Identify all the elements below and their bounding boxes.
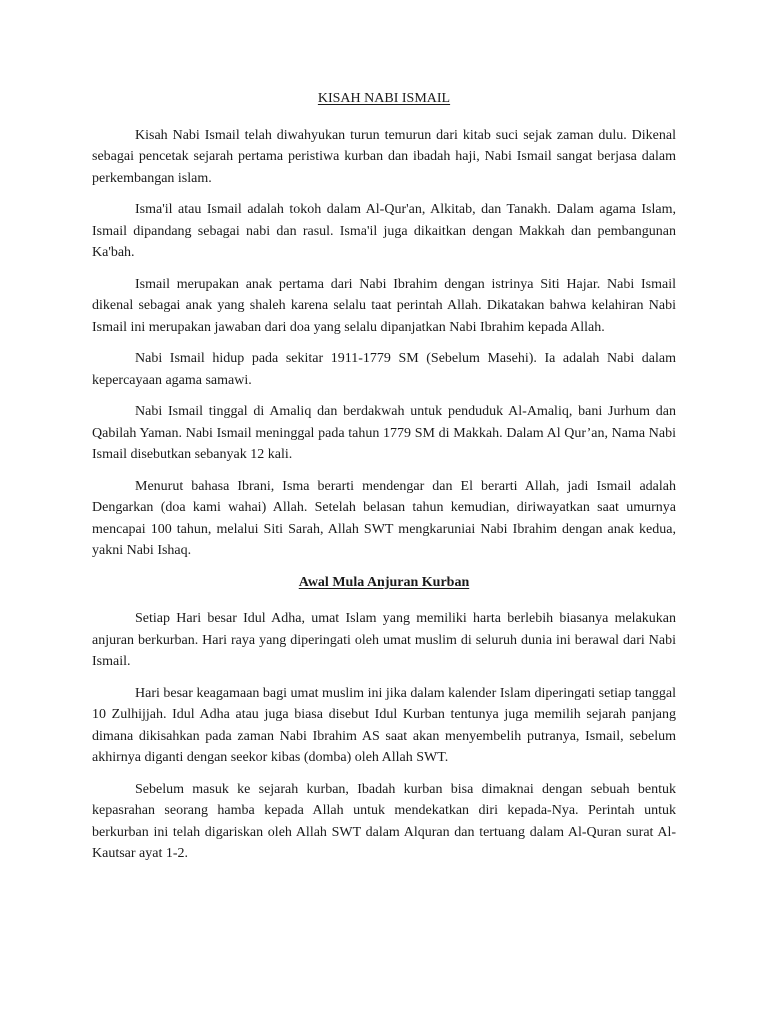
paragraph: Nabi Ismail hidup pada sekitar 1911-1779 SM (Sebelum Masehi). Ia adalah Nabi dalam kepercayaan agama samawi. [92,351,676,388]
paragraph: Sebelum masuk ke sejarah kurban, Ibadah kurban bisa dimaknai dengan sebuah bentuk kepasrahan seorang hamba kepada Allah untuk mendekatkan diri kepada-Nya. Perintah untuk berkurban ini telah digariskan oleh Allah SWT dalam Alquran dan tertuang dalam Al-Quran surat Al-Kautsar ayat 1-2. [92,781,676,861]
paragraph: Nabi Ismail tinggal di Amaliq dan berdakwah untuk penduduk Al-Amaliq, bani Jurhum dan Qabilah Yaman. Nabi Ismail meninggal pada tahun 1779 SM di Makkah. Dalam Al Qur’an, Nama Nabi Ismail disebutkan sebanyak 12 kali. [92,404,676,462]
paragraph: Hari besar keagamaan bagi umat muslim ini jika dalam kalender Islam diperingati setiap tanggal 10 Zulhijjah. Idul Adha atau juga biasa disebut Idul Kurban tentunya juga memilih sejarah panjang dimana dikisahkan pada zaman Nabi Ibrahim AS saat akan menyembelih putranya, Ismail, sebelum akhirnya diganti dengan seekor kibas (domba) oleh Allah SWT. [92,685,676,765]
paragraph: Isma'il atau Ismail adalah tokoh dalam Al-Qur'an, Alkitab, dan Tanakh. Dalam agama Islam, Ismail dipandang sebagai nabi dan rasul. Isma'il juga dikaitkan dengan Makkah dan pembangunan Ka'bah. [92,202,676,260]
paragraph: Menurut bahasa Ibrani, Isma berarti mendengar dan El berarti Allah, jadi Ismail adalah Dengarkan (doa kami wahai) Allah. Setelah belasan tahun kemudian, diriwayatkan saat umurnya mencapai 100 tahun, melalui Siti Sarah, Allah SWT mengkaruniai Nabi Ibrahim dengan anak kedua, yakni Nabi Ishaq. [92,478,676,558]
paragraph: Kisah Nabi Ismail telah diwahyukan turun temurun dari kitab suci sejak zaman dulu. Dikenal sebagai pencetak sejarah pertama peristiwa kurban dan ibadah haji, Nabi Ismail sangat berjasa dalam perkembangan islam. [92,127,676,186]
section-heading: Awal Mula Anjuran Kurban [298,574,470,590]
paragraph: Ismail merupakan anak pertama dari Nabi Ibrahim dengan istrinya Siti Hajar. Nabi Ismail dikenal sebagai anak yang shaleh karena selalu taat perintah Allah. Dikatakan bahwa kelahiran Nabi Ismail ini merupakan jawaban dari doa yang selalu dipanjatkan Nabi Ibrahim kepada Allah. [92,276,676,335]
paragraph: Setiap Hari besar Idul Adha, umat Islam yang memiliki harta berlebih biasanya melakukan anjuran berkurban. Hari raya yang diperingati oleh umat muslim di seluruh dunia ini berawal dari Nabi Ismail. [92,611,676,669]
document-title: KISAH NABI ISMAIL [317,91,451,106]
